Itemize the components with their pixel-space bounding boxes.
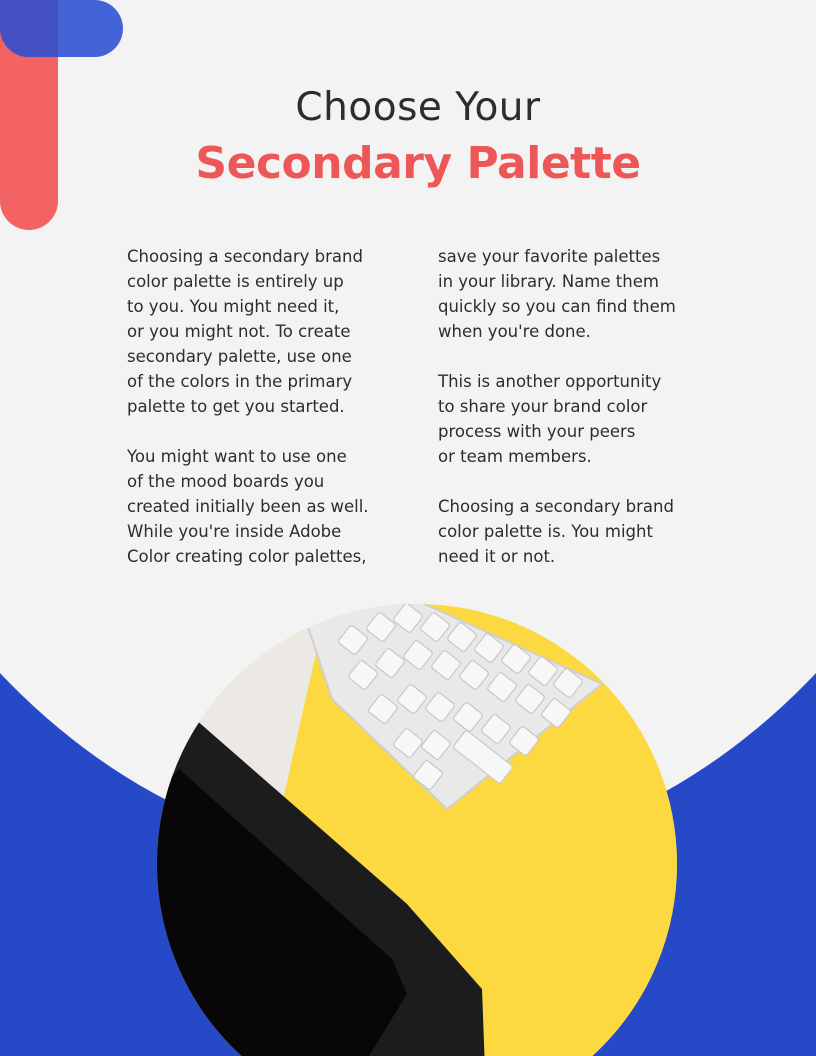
blue-accent-bar (0, 0, 123, 57)
paragraph: Choosing a secondary brand color palette is entirely up to you. You might need it, or you might not. To create secondary palette, use one of the colors in the primary palette to get you started. (127, 247, 363, 416)
paragraph: You might want to use one of the mood boards you created initially been as well. While you're inside Adobe Color creating color palettes, (127, 447, 369, 566)
body-column-right (438, 244, 708, 594)
paragraph: save your favorite palettes in your library. Name them quickly so you can find them when you're done. (438, 247, 676, 341)
title-line-1: Choose Your (295, 85, 541, 130)
paragraph: Choosing a secondary brand color palette is. You might need it or not. (438, 497, 674, 566)
paragraph: This is another opportunity to share your brand color process with your peers or team members. (438, 372, 662, 466)
title-line-2: Secondary Palette (195, 138, 641, 189)
page-title (0, 82, 816, 194)
body-column-left (127, 244, 397, 594)
